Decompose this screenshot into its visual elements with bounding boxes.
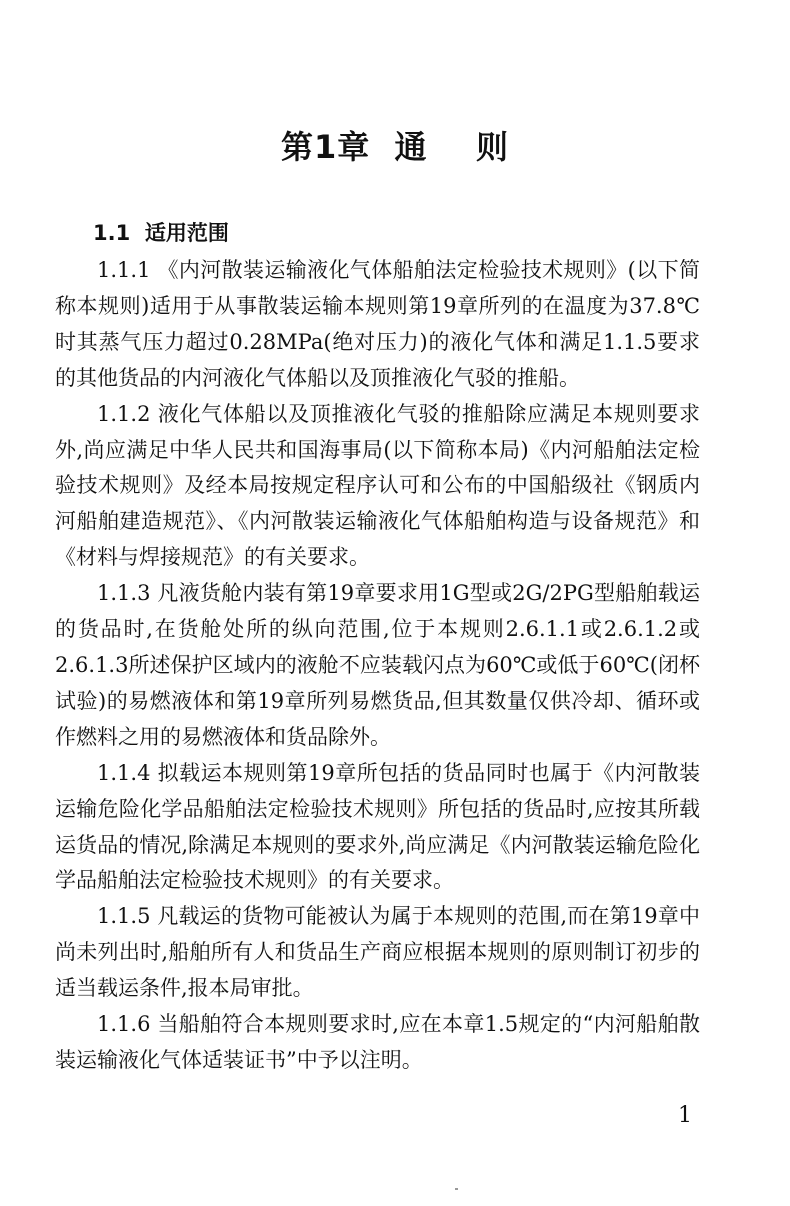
scan-speck: [455, 1188, 458, 1190]
body-text: [55, 253, 700, 1079]
paragraph-1-1-1: 1.1.1 《内河散装运输液化气体船舶法定检验技术规则》(以下简称本规则)适用于从事散装运输本规则第19章所列的在温度为37.8℃时其蒸气压力超过0.28MPa(绝对压力)的液化气体和满足1.1.5要求的其他货品的内河液化气体船以及顶推液化气驳的推船。: [55, 258, 700, 390]
paragraph-1-1-2: 1.1.2 液化气体船以及顶推液化气驳的推船除应满足本规则要求外,尚应满足中华人民共和国海事局(以下简称本局)《内河船舶法定检验技术规则》及经本局按规定程序认可和公布的中国船级社《钢质内河船舶建造规范》、《内河散装运输液化气体船舶构造与设备规范》和《材料与焊接规范》的有关要求。: [55, 401, 700, 570]
paragraph-1-1-6: 1.1.6 当船舶符合本规则要求时,应在本章1.5规定的“内河船舶散装运输液化气体适装证书”中予以注明。: [55, 1012, 700, 1072]
paragraph-1-1-3: 1.1.3 凡液货舱内装有第19章要求用1G型或2G/2PG型船舶载运的货品时,在货舱处所的纵向范围,位于本规则2.6.1.1或2.6.1.2或2.6.1.3所述保护区域内的液舱不应装载闪点为60℃或低于60℃(闭杯试验)的易燃液体和第19章所列易燃货品,但其数量仅供冷却、循环或作燃料之用的易燃液体和货品除外。: [55, 581, 700, 749]
section-heading: 1.1 适用范围: [93, 221, 229, 245]
chapter-title: 第1章 通 则: [280, 128, 510, 166]
paragraph-1-1-4: 1.1.4 拟载运本规则第19章所包括的货品同时也属于《内河散装运输危险化学品船舶法定检验技术规则》所包括的货品时,应按其所载运货品的情况,除满足本规则的要求外,尚应满足《内河散装运输危险化学品船舶法定检验技术规则》的有关要求。: [55, 760, 700, 893]
paragraph-1-1-5: 1.1.5 凡载运的货物可能被认为属于本规则的范围,而在第19章中尚未列出时,船舶所有人和货品生产商应根据本规则的原则制订初步的适当载运条件,报本局审批。: [55, 904, 700, 1001]
page-number: 1: [678, 1103, 692, 1128]
